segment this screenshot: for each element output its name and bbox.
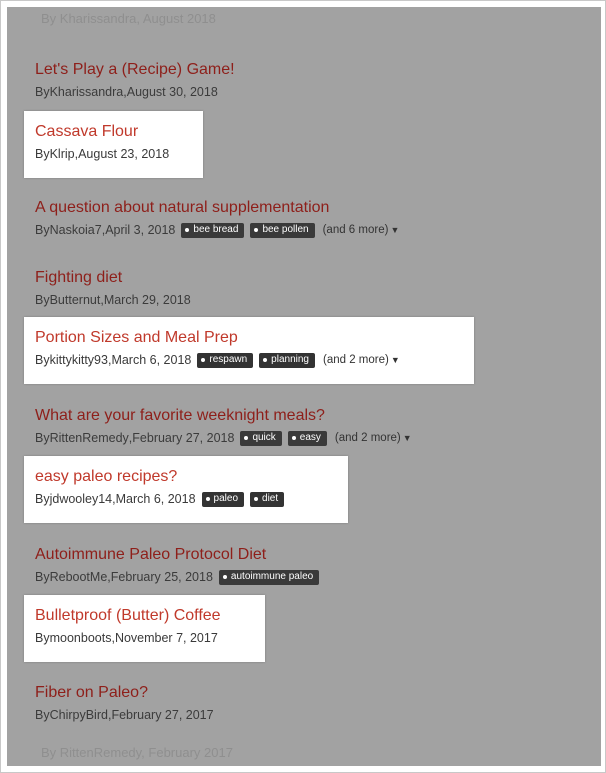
byline-prefix: By <box>35 147 50 161</box>
topic-date: March 29, 2018 <box>103 293 191 307</box>
caret-down-icon: ▼ <box>390 225 400 235</box>
byline-prefix: By <box>35 570 50 584</box>
tag-badge[interactable]: paleo <box>202 492 244 507</box>
topic-item <box>24 187 411 239</box>
topic-item <box>24 595 265 662</box>
author-link[interactable]: Klrip <box>49 147 75 161</box>
tag-dot-icon <box>185 228 189 232</box>
byline-sep: , <box>107 708 112 722</box>
topic-title-link[interactable]: Portion Sizes and Meal Prep <box>35 329 238 346</box>
topic-byline <box>35 706 214 724</box>
byline-sep: , <box>112 492 116 506</box>
tag-badge[interactable]: diet <box>250 492 284 507</box>
topic-date: March 6, 2018 <box>115 492 196 506</box>
tag-badge[interactable]: easy <box>288 431 327 446</box>
byline-prefix: By <box>35 431 50 445</box>
tag-badge[interactable]: autoimmune paleo <box>219 570 319 585</box>
topic-title-link[interactable]: easy paleo recipes? <box>35 468 178 485</box>
topic-title-link[interactable]: Fiber on Paleo? <box>35 684 148 701</box>
author-link[interactable]: jdwooley14 <box>49 492 113 506</box>
topic-date: August 23, 2018 <box>78 147 170 161</box>
topic-byline <box>35 629 253 647</box>
byline-sep: , <box>107 353 112 367</box>
byline-prefix: By <box>35 223 50 237</box>
byline-prefix: By <box>35 353 50 367</box>
topic-item <box>24 257 203 309</box>
author-link[interactable]: Kharissandra <box>49 85 124 99</box>
topic-date: February 27, 2018 <box>132 431 235 445</box>
topic-date: February 25, 2018 <box>110 570 213 584</box>
tag-badge[interactable]: respawn <box>197 353 253 368</box>
topic-byline <box>35 351 462 369</box>
byline-prefix: By <box>35 708 50 722</box>
topic-title-link[interactable]: What are your favorite weeknight meals? <box>35 407 325 424</box>
tag-badge[interactable]: planning <box>259 353 315 368</box>
byline-sep: , <box>107 570 111 584</box>
byline-sep: , <box>100 293 104 307</box>
byline-prefix: By <box>35 631 50 645</box>
author-link[interactable]: Butternut <box>49 293 101 307</box>
topic-title-link[interactable]: Let's Play a (Recipe) Game! <box>35 61 235 78</box>
topic-date: March 6, 2018 <box>111 353 192 367</box>
topic-byline <box>35 429 412 447</box>
tag-badge[interactable]: bee pollen <box>250 223 314 238</box>
more-tags-toggle[interactable]: (and 2 more) ▼ <box>334 432 412 444</box>
byline-sep: , <box>101 223 106 237</box>
topic-title-link[interactable]: Fighting diet <box>35 269 123 286</box>
topic-item <box>24 111 203 178</box>
tag-dot-icon <box>201 358 205 362</box>
topic-date: August 30, 2018 <box>126 85 218 99</box>
tag-dot-icon <box>254 497 258 501</box>
topic-date: November 7, 2017 <box>114 631 218 645</box>
caret-down-icon: ▼ <box>402 433 412 443</box>
author-link[interactable]: moonboots <box>49 631 112 645</box>
byline-sep: , <box>74 147 79 161</box>
topic-byline <box>35 83 235 101</box>
topic-item <box>24 672 226 724</box>
author-link[interactable]: RittenRemedy <box>49 431 129 445</box>
topic-byline <box>35 490 336 508</box>
author-link[interactable]: Naskoia7 <box>49 223 102 237</box>
topic-title-link[interactable]: Cassava Flour <box>35 123 139 140</box>
author-link[interactable]: ChirpyBird <box>49 708 108 722</box>
byline-prefix: By <box>35 85 50 99</box>
topic-byline <box>35 145 191 163</box>
tag-dot-icon <box>206 497 210 501</box>
topic-byline <box>35 291 191 309</box>
byline-prefix: By <box>35 293 50 307</box>
topic-list <box>7 7 601 766</box>
topic-date: February 27, 2017 <box>111 708 214 722</box>
tag-dot-icon <box>223 575 227 579</box>
byline-sep: , <box>123 85 127 99</box>
byline-sep: , <box>111 631 115 645</box>
topic-title-link[interactable]: Bulletproof (Butter) Coffee <box>35 607 221 624</box>
tag-dot-icon <box>254 228 258 232</box>
tag-dot-icon <box>292 436 296 440</box>
topic-byline <box>35 568 319 586</box>
more-tags-toggle[interactable]: (and 2 more) ▼ <box>322 354 400 366</box>
byline-sep: , <box>128 431 133 445</box>
topic-item <box>24 456 348 523</box>
more-tags-toggle[interactable]: (and 6 more) ▼ <box>322 224 400 236</box>
topic-item <box>24 534 331 586</box>
topic-title-link[interactable]: A question about natural supplementation <box>35 199 330 216</box>
author-link[interactable]: RebootMe <box>49 570 108 584</box>
topic-item <box>24 395 424 447</box>
byline-prefix: By <box>35 492 50 506</box>
topic-date: April 3, 2018 <box>105 223 176 237</box>
topic-title-link[interactable]: Autoimmune Paleo Protocol Diet <box>35 546 267 563</box>
topic-byline <box>35 221 399 239</box>
caret-down-icon: ▼ <box>390 355 400 365</box>
faded-topic-bottom: By RittenRemedy, February 2017 <box>41 745 233 760</box>
tag-badge[interactable]: bee bread <box>181 223 244 238</box>
tag-badge[interactable]: quick <box>240 431 281 446</box>
faded-topic-top: By Kharissandra, August 2018 <box>41 11 216 26</box>
topic-item <box>24 317 474 384</box>
tag-dot-icon <box>244 436 248 440</box>
topic-item <box>24 49 247 101</box>
tag-dot-icon <box>263 358 267 362</box>
author-link[interactable]: kittykitty93 <box>49 353 108 367</box>
